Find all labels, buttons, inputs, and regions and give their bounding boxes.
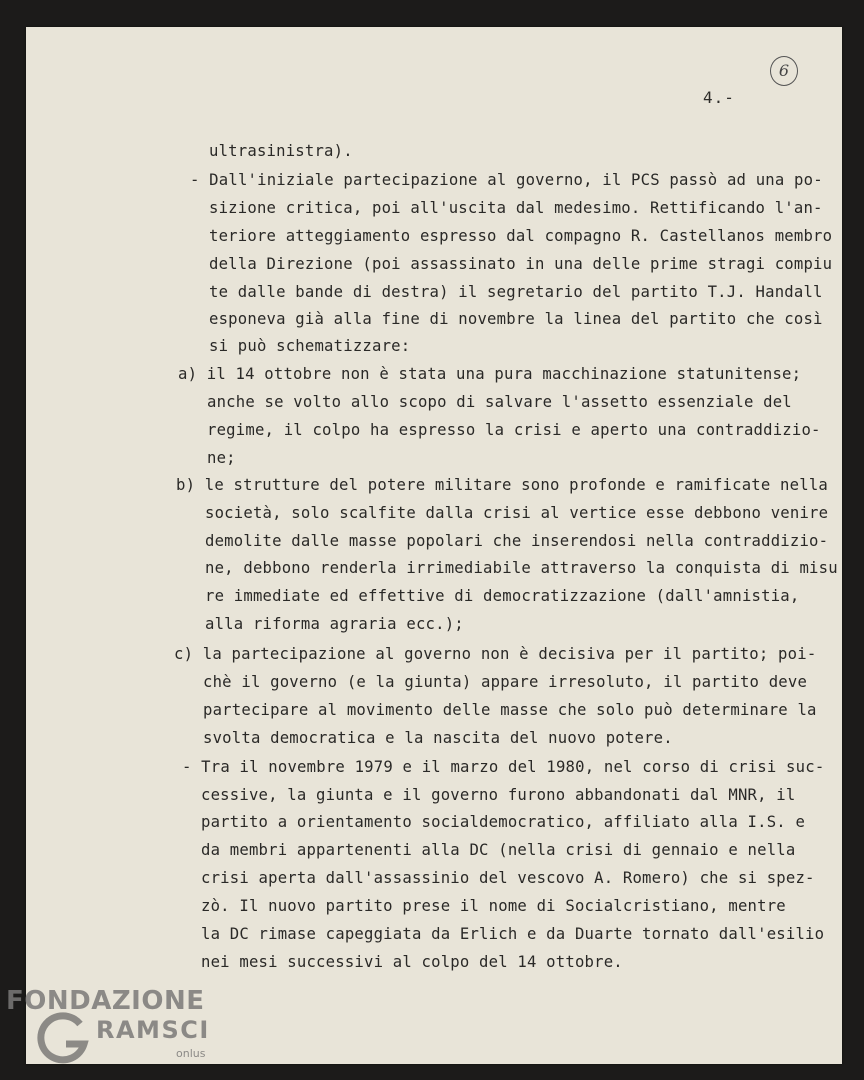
text-line: ne, debbono renderla irrimediabile attraverso la conquista di misu bbox=[205, 559, 838, 577]
text-line: ne; bbox=[207, 449, 236, 467]
watermark-onlus: onlus bbox=[176, 1047, 206, 1060]
text-line: re immediate ed effettive di democratizzazione (dall'amnistia, bbox=[205, 587, 800, 605]
folio-number: 6 bbox=[770, 56, 798, 86]
text-line: esponeva già alla fine di novembre la linea del partito che così bbox=[209, 310, 823, 328]
watermark-fondazione: FONDAZIONE bbox=[6, 986, 205, 1016]
text-line: la DC rimase capeggiata da Erlich e da Duarte tornato dall'esilio bbox=[201, 925, 825, 943]
page-number: 4.- bbox=[703, 88, 735, 107]
text-line: ultrasinistra). bbox=[209, 142, 353, 160]
watermark-gramsci: RAMSCI bbox=[96, 1016, 210, 1044]
text-line: anche se volto allo scopo di salvare l'assetto essenziale del bbox=[207, 393, 792, 411]
text-line: a) il 14 ottobre non è stata una pura macchinazione statunitense; bbox=[178, 365, 802, 383]
text-line: partecipare al movimento delle masse che solo può determinare la bbox=[203, 701, 817, 719]
text-line: te dalle bande di destra) il segretario del partito T.J. Handall bbox=[209, 283, 823, 301]
text-line: svolta democratica e la nascita del nuovo potere. bbox=[203, 729, 673, 747]
text-line: chè il governo (e la giunta) appare irresoluto, il partito deve bbox=[203, 673, 808, 691]
text-line: b) le strutture del potere militare sono profonde e ramificate nella bbox=[176, 476, 828, 494]
text-line: regime, il colpo ha espresso la crisi e aperto una contraddizio- bbox=[207, 421, 821, 439]
text-line: crisi aperta dall'assassinio del vescovo A. Romero) che si spez- bbox=[201, 869, 815, 887]
text-line: - Tra il novembre 1979 e il marzo del 1980, nel corso di crisi suc- bbox=[182, 758, 825, 776]
text-line: c) la partecipazione al governo non è decisiva per il partito; poi- bbox=[174, 645, 817, 663]
text-line: della Direzione (poi assassinato in una delle prime stragi compiu bbox=[209, 255, 833, 273]
text-line: - Dall'iniziale partecipazione al governo, il PCS passò ad una po- bbox=[190, 171, 823, 189]
text-line: demolite dalle masse popolari che inserendosi nella contraddizio- bbox=[205, 532, 829, 550]
text-line: sizione critica, poi all'uscita dal medesimo. Rettificando l'an- bbox=[209, 199, 823, 217]
text-line: nei mesi successivi al colpo del 14 ottobre. bbox=[201, 953, 623, 971]
text-line: società, solo scalfite dalla crisi al vertice esse debbono venire bbox=[205, 504, 829, 522]
gramsci-logo-icon bbox=[36, 1010, 94, 1068]
text-line: da membri appartenenti alla DC (nella crisi di gennaio e nella bbox=[201, 841, 796, 859]
text-line: alla riforma agraria ecc.); bbox=[205, 615, 464, 633]
text-line: cessive, la giunta e il governo furono abbandonati dal MNR, il bbox=[201, 786, 796, 804]
text-line: teriore atteggiamento espresso dal compagno R. Castellanos membro bbox=[209, 227, 833, 245]
text-line: partito a orientamento socialdemocratico, affiliato alla I.S. e bbox=[201, 813, 806, 831]
text-line: zò. Il nuovo partito prese il nome di Socialcristiano, mentre bbox=[201, 897, 786, 915]
text-line: si può schematizzare: bbox=[209, 337, 411, 355]
